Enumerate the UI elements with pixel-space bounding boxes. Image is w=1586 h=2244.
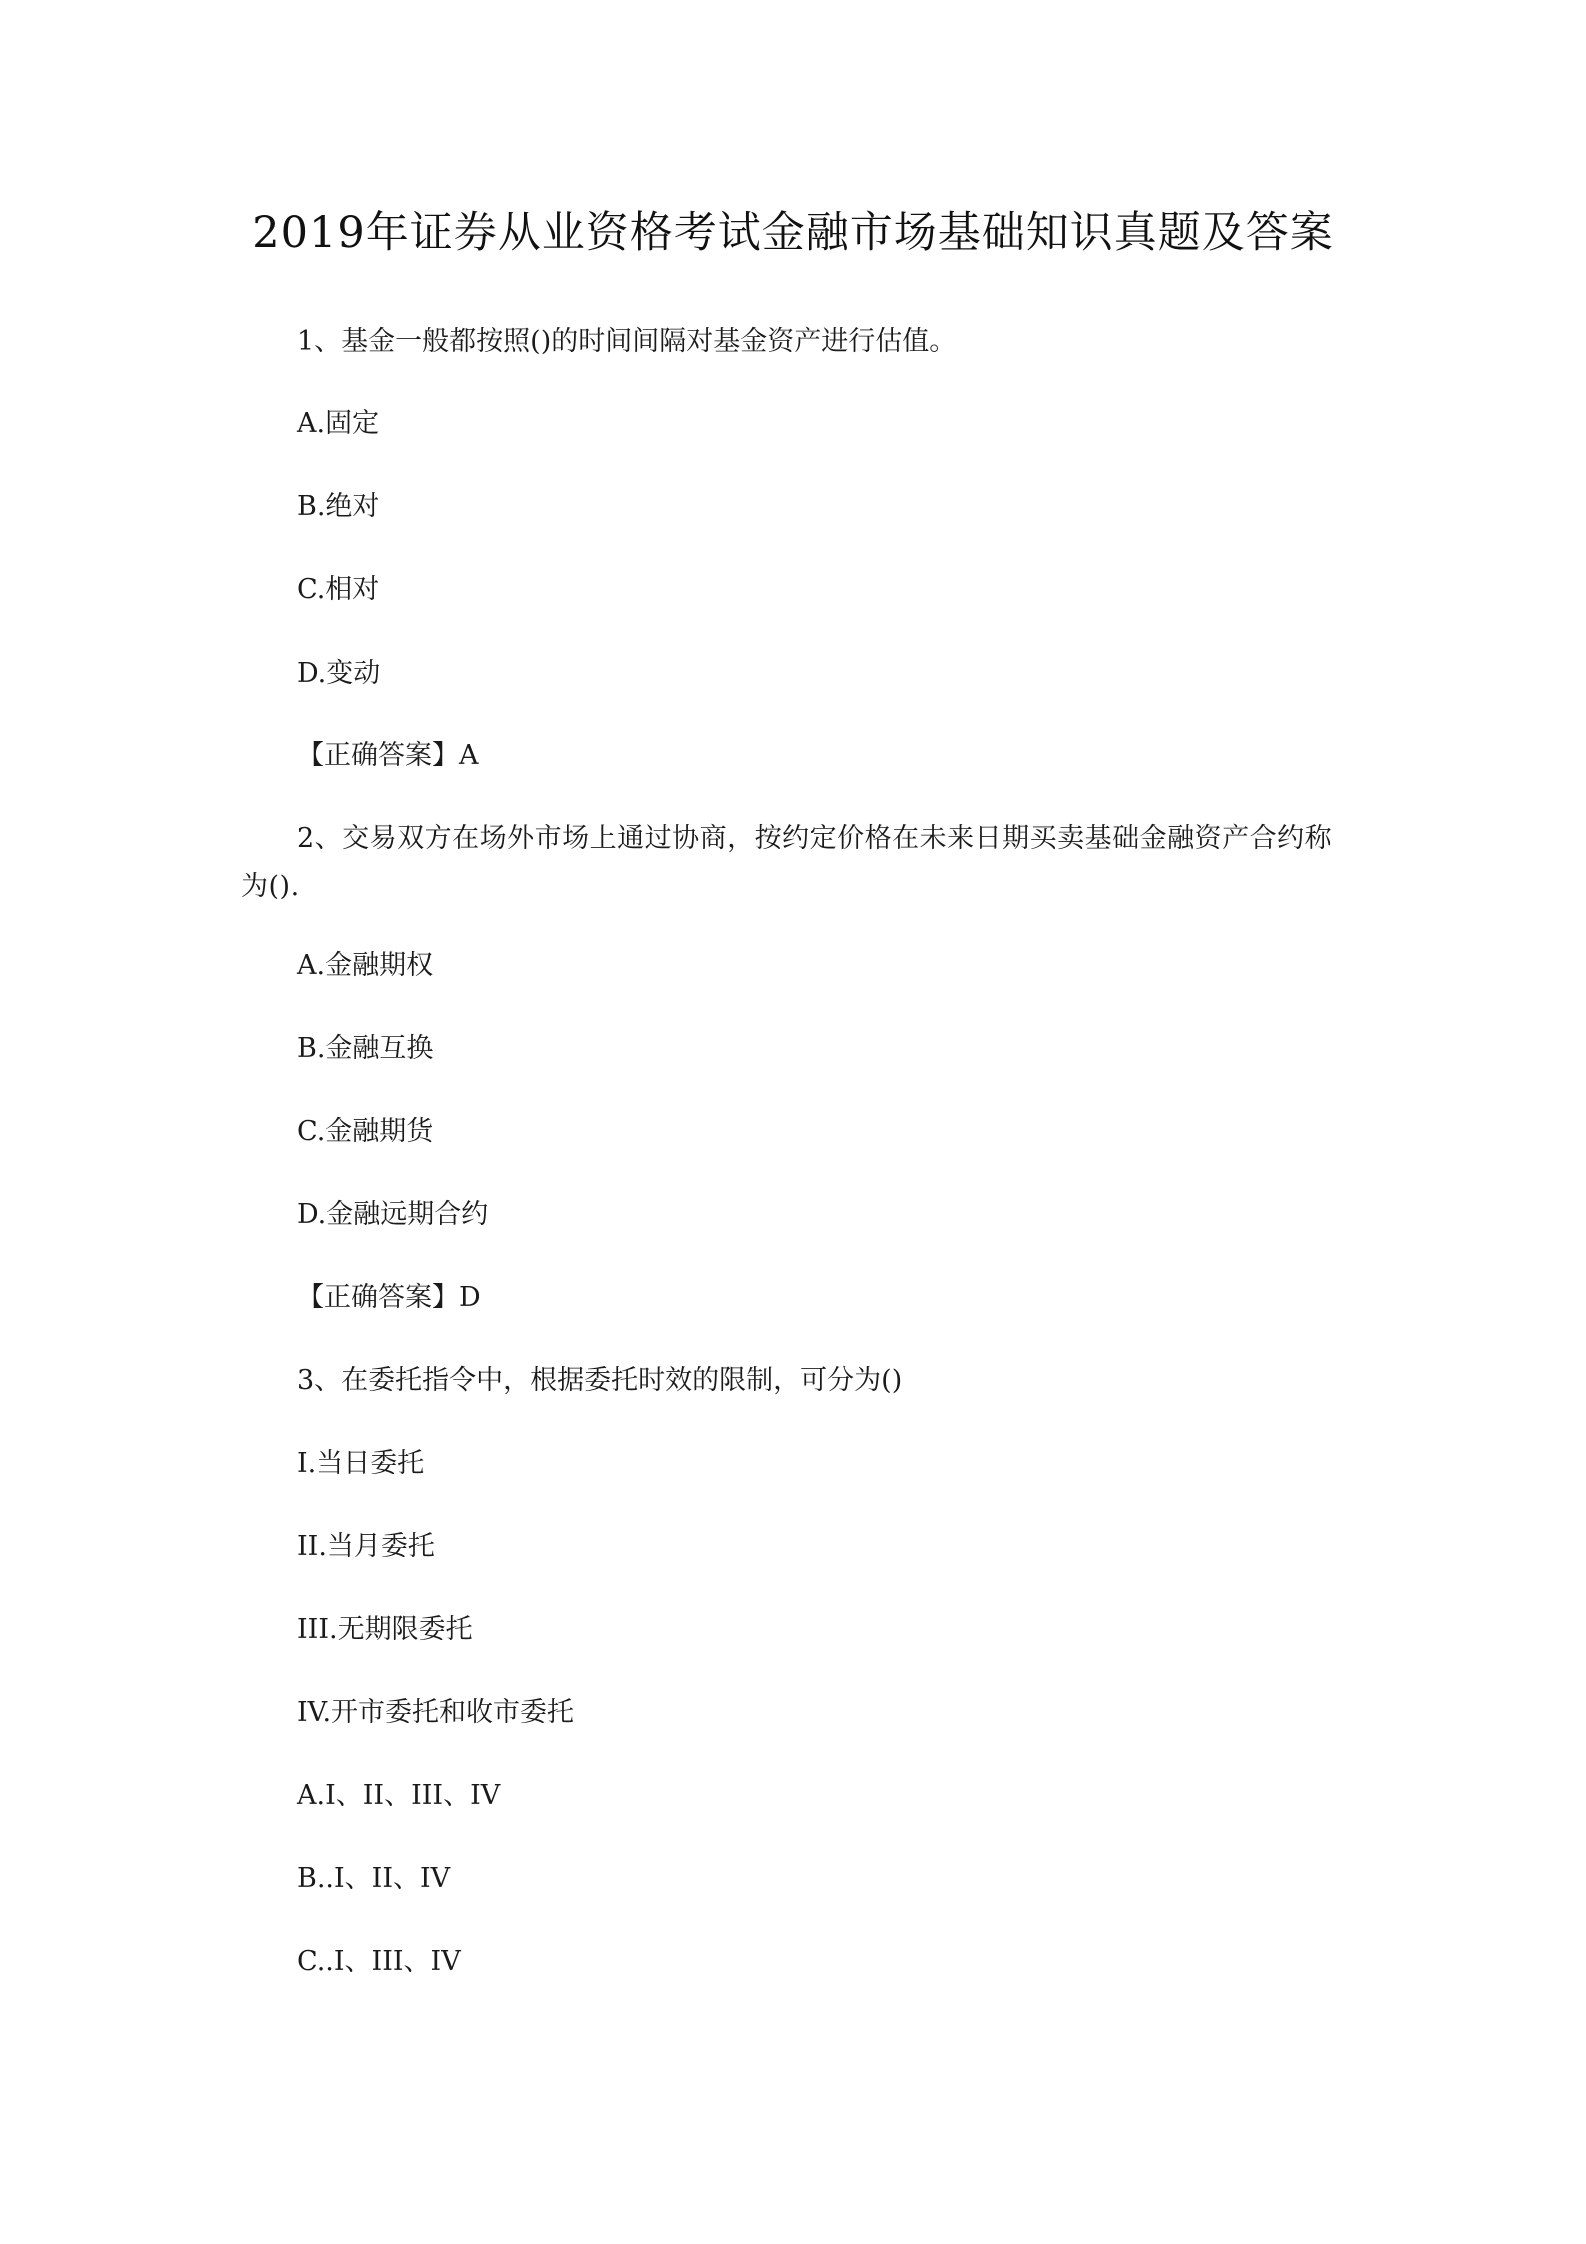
question-2-option-c: C.金融期货 bbox=[297, 1116, 434, 1147]
question-2-option-a: A.金融期权 bbox=[297, 950, 434, 981]
question-1-option-b: B.绝对 bbox=[297, 491, 380, 522]
question-3-statement-1: I.当日委托 bbox=[297, 1448, 425, 1479]
question-2-option-d: D.金融远期合约 bbox=[297, 1199, 489, 1230]
question-2-stem: 2、交易双方在场外市场上通过协商，按约定价格在未来日期买卖基础金融资产合约称为(). bbox=[241, 823, 1333, 902]
question-1-option-a: A.固定 bbox=[297, 408, 380, 439]
question-2-option-b: B.金融互换 bbox=[297, 1033, 434, 1064]
question-1-answer: 【正确答案】A bbox=[297, 740, 479, 771]
question-3-option-b: B..I、II、IV bbox=[297, 1863, 451, 1894]
question-2-answer: 【正确答案】D bbox=[297, 1282, 481, 1313]
question-1-stem: 1、基金一般都按照()的时间间隔对基金资产进行估值。 bbox=[297, 326, 957, 357]
question-3-stem: 3、在委托指令中，根据委托时效的限制，可分为() bbox=[297, 1365, 903, 1396]
page-title: 2019年证券从业资格考试金融市场基础知识真题及答案 bbox=[252, 208, 1334, 258]
question-1-option-c: C.相对 bbox=[297, 574, 380, 605]
question-3-statement-4: IV.开市委托和收市委托 bbox=[297, 1697, 575, 1728]
question-3-option-a: A.I、II、III、IV bbox=[297, 1780, 501, 1811]
question-3-statement-2: II.当月委托 bbox=[297, 1531, 435, 1562]
question-3-statement-3: III.无期限委托 bbox=[297, 1614, 473, 1645]
question-3-option-c: C..I、III、IV bbox=[297, 1946, 461, 1977]
question-1-option-d: D.变动 bbox=[297, 658, 381, 689]
